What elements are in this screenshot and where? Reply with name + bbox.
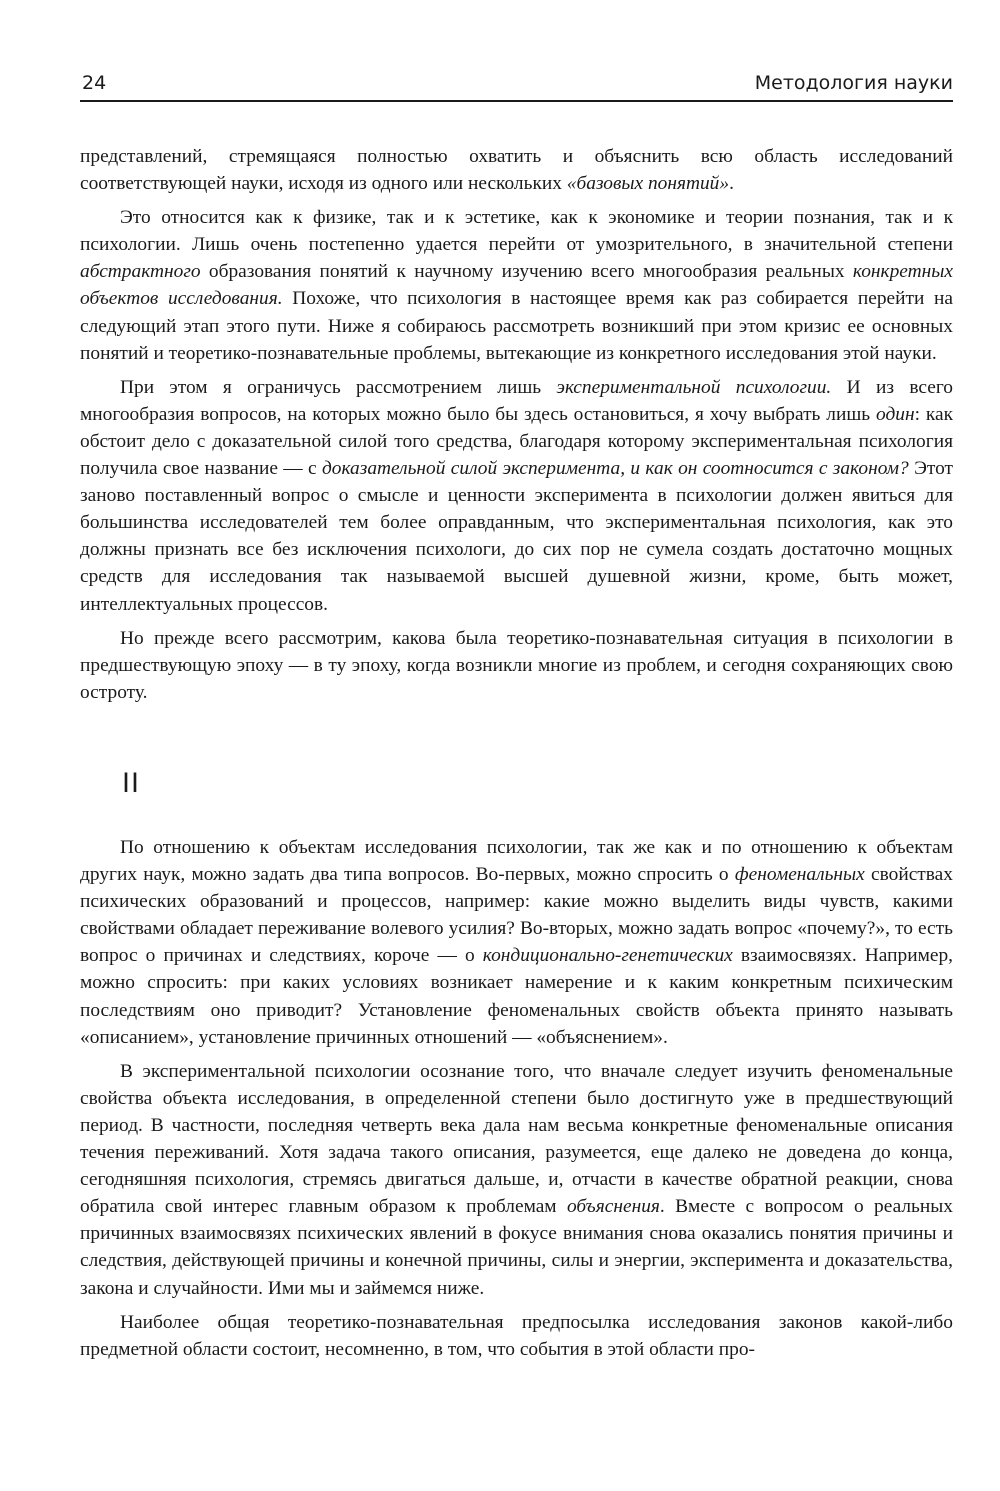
paragraph-5: По отношению к объектам исследования психологии, так же как и по отношению к объектам других наук, можно задать два типа вопросов. Во-первых, можно спросить о феноменальных свойствах психических образований и процессов, например: какие можно выделить виды чувств, какими свойствами обладает переживание волевого усилия? Во-вторых, можно задать вопрос «почему?», то есть вопрос о причинах и следствиях, короче — о кондиционально-генетических взаимосвязях. Например, можно спросить: при каких условиях возникает намерение и к каким конкретным психическим последствиям оно приводит? Установление феноменальных свойств объекта принято называть «описанием», установление причинных отношений — «объяснением».: [80, 837, 953, 1048]
running-title: Методология науки: [754, 72, 953, 94]
text-block-upper: [80, 143, 953, 713]
running-header: [80, 70, 953, 102]
paragraph-2: Это относится как к физике, так и к эстетике, как к экономике и теории познания, так и к психологии. Лишь очень постепенно удается перейти от умозрительного, в значительной степени абстрактного образования понятий к научному изучению всего многообразия реальных конкретных объектов исследования. Похоже, что психология в настоящее время как раз собирается перейти на следующий этап этого пути. Ниже я собираюсь рассмотреть возникший при этом кризис ее основных понятий и теоретико-познавательные проблемы, вытекающие из конкретного исследования этой науки.: [80, 207, 953, 364]
paragraph-4: Но прежде всего рассмотрим, какова была теоретико-познавательная ситуация в психологии в предшествующую эпоху — в ту эпоху, когда возникли многие из проблем, и сегодня сохраняющих свою остроту.: [80, 627, 953, 703]
paragraph-1: представлений, стремящаяся полностью охватить и объяснить всю область исследований соответствующей науки, исходя из одного или нескольких «базовых понятий».: [80, 146, 953, 195]
text-block-lower: [80, 834, 953, 1370]
paragraph-7: Наиболее общая теоретико-познавательная предпосылка исследования законов какой-либо предметной области состоит, несомненно, в том, что события в этой области про-: [80, 1311, 953, 1360]
paragraph-3: При этом я ограничусь рассмотрением лишь экспериментальной психологии. И из всего многообразия вопросов, на которых можно было бы здесь остановиться, я хочу выбрать лишь один: как обстоит дело с доказательной силой того средства, благодаря которому экспериментальная психология получила свое название — с доказательной силой эксперимента, и как он соотносится с законом? Этот заново поставленный вопрос о смысле и ценности эксперимента в психологии должен явиться для большинства исследователей тем более оправданным, что экспериментальная психология, как это должны признать все без исключения психологи, до сих пор не сумела создать достаточно мощных средств для исследования так называемой высшей душевной жизни, кроме, быть может, интеллектуальных процессов.: [80, 376, 954, 615]
paragraph-6: В экспериментальной психологии осознание того, что вначале следует изучить феноменальные свойства объекта исследования, в определенной степени было достигнуто уже в предшествующий период. В частности, последняя четверть века дала нам весьма конкретные феноменальные описания течения переживаний. Хотя задача такого описания, разумеется, еще далеко не доведена до конца, сегодняшняя психология, стремясь двигаться дальше, и, отчасти в качестве обратной реакции, снова обратила свой интерес главным образом к проблемам объяснения. Вместе с вопросом о реальных причинных взаимосвязях психических явлений в фокусе внимания снова оказались понятия причины и следствия, действующей причины и конечной причины, силы и энергии, эксперимента и доказательства, закона и случайности. Ими мы и займемся ниже.: [80, 1060, 953, 1299]
page-number: 24: [82, 72, 107, 94]
section-number: II: [122, 768, 140, 799]
